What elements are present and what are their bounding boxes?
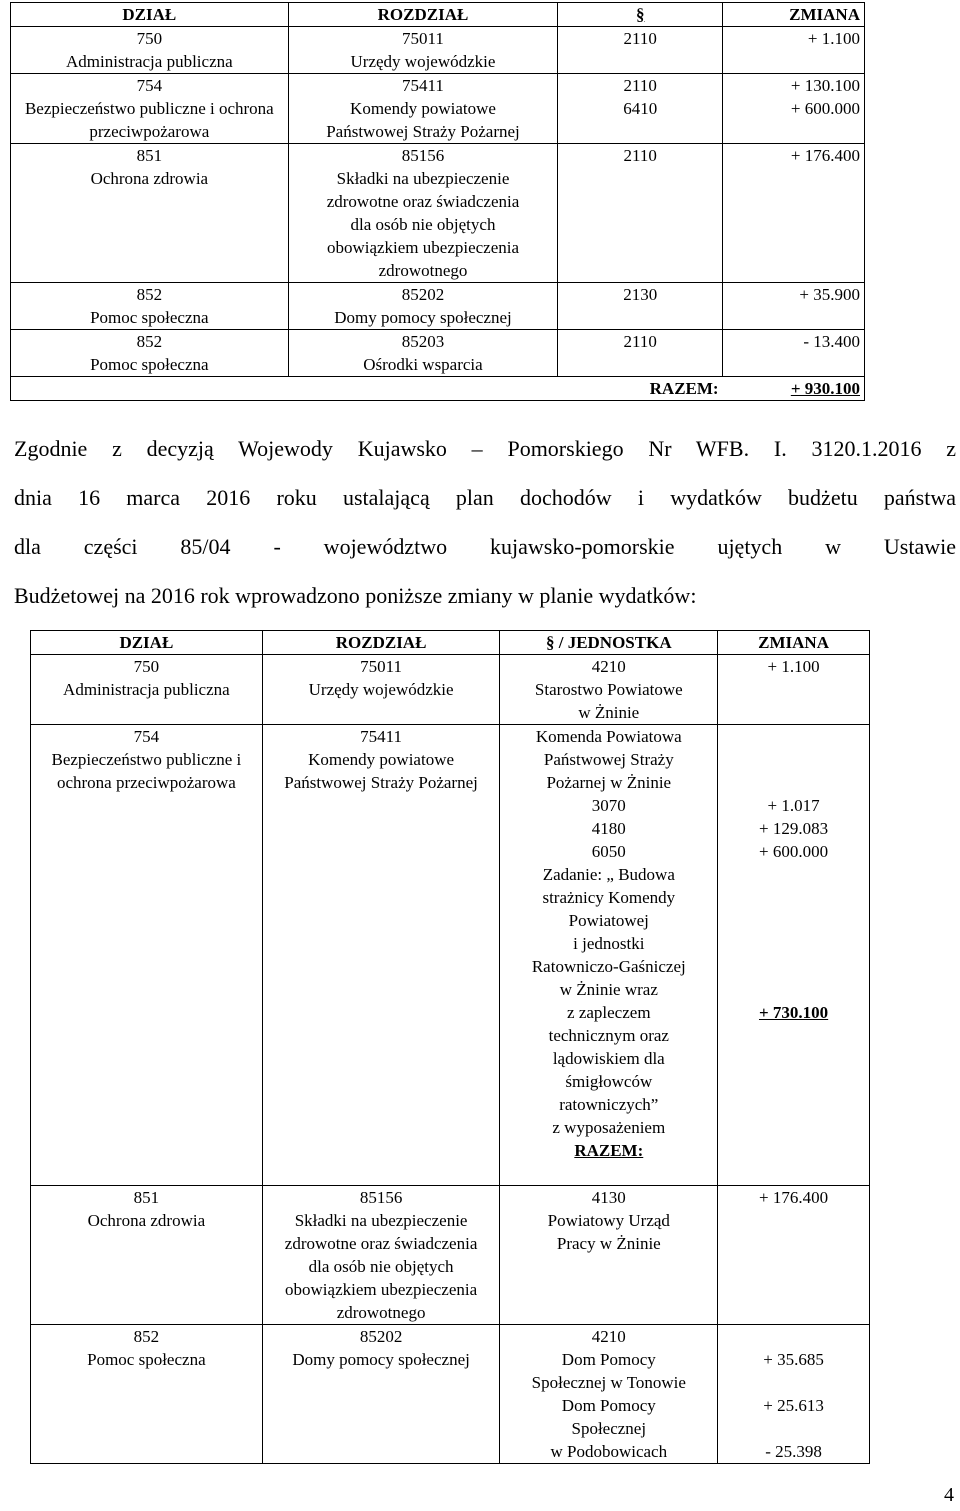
rozdzial-name-cont: dla osób nie objętych: [350, 215, 496, 234]
rozdzial-cell: [262, 655, 500, 725]
paragraph-code: 2110: [623, 332, 657, 351]
rozdzial-code: 85202: [359, 1327, 403, 1346]
dzial-cell: [31, 655, 263, 725]
paragraph-line: dnia 16 marca 2016 roku ustalającą plan dochodów i wydatków budżetu państwa: [14, 485, 956, 510]
zmiana-value: + 1.100: [807, 29, 860, 48]
dzial-name: Ochrona zdrowia: [90, 169, 209, 188]
dzial-name: Bezpieczeństwo publiczne i: [51, 750, 242, 769]
rozdzial-name-cont: obowiązkiem ubezpieczenia: [326, 238, 520, 257]
changes-table-1: [10, 2, 865, 401]
jednostka-line: Powiatowy Urząd: [547, 1211, 670, 1230]
dzial-cell: [31, 1325, 263, 1464]
header-dzial: DZIAŁ: [11, 3, 289, 27]
rozdzial-cell: [262, 1325, 500, 1464]
jednostka-line: 4210: [591, 657, 626, 676]
zmiana-total: + 730.100: [758, 1003, 829, 1022]
table-row: [11, 283, 865, 330]
rozdzial-name: Urzędy wojewódzkie: [350, 52, 496, 71]
rozdzial-name: Domy pomocy społecznej: [334, 308, 512, 327]
rozdzial-cell: [288, 330, 558, 377]
paragraph-cell: [558, 74, 723, 144]
jednostka-line: z zapleczem: [567, 1003, 651, 1022]
zmiana-value: + 1.100: [767, 657, 820, 676]
dzial-code: 754: [136, 76, 163, 95]
rozdzial-name: Komendy powiatowe: [308, 750, 455, 769]
rozdzial-name-cont: zdrowotne oraz świadczenia: [284, 1234, 478, 1253]
rozdzial-cell: [262, 1186, 500, 1325]
dzial-code: 851: [133, 1188, 160, 1207]
razem-label: RAZEM:: [574, 1141, 644, 1160]
rozdzial-name-cont: zdrowotne oraz świadczenia: [326, 192, 520, 211]
jednostka-line: Państwowej Straży: [543, 750, 674, 769]
jednostka-line: Ratowniczo-Gaśniczej: [531, 957, 686, 976]
jednostka-line: Pracy w Żninie: [556, 1234, 661, 1253]
zmiana-value: + 129.083: [759, 819, 829, 838]
jednostka-line: Społecznej w Tonowie: [531, 1373, 686, 1392]
rozdzial-cell: [288, 74, 558, 144]
paragraph-code: 2110: [623, 146, 657, 165]
rozdzial-name: Komendy powiatowe: [350, 99, 496, 118]
dzial-code: 750: [136, 29, 163, 48]
decision-paragraph: [14, 424, 956, 620]
rozdzial-name: Składki na ubezpieczenie: [294, 1211, 468, 1230]
dzial-name-cont: przeciwpożarowa: [89, 122, 210, 141]
rozdzial-code: 85156: [401, 146, 445, 165]
rozdzial-name-cont: zdrowotnego: [378, 261, 468, 280]
rozdzial-code: 75011: [402, 29, 444, 48]
jednostka-line: 3070: [591, 796, 626, 815]
rozdzial-code: 85202: [401, 285, 445, 304]
table-row: [11, 27, 865, 74]
jednostka-line: 6050: [591, 842, 626, 861]
dzial-code: 852: [136, 285, 163, 304]
rozdzial-name-cont: obowiązkiem ubezpieczenia: [285, 1280, 478, 1299]
table-row: [11, 330, 865, 377]
jednostka-line: w Podobowicach: [550, 1442, 668, 1461]
dzial-cell: [11, 144, 289, 283]
rozdzial-name-cont: Państwowej Straży Pożarnej: [326, 122, 520, 141]
dzial-code: 852: [133, 1327, 160, 1346]
zmiana-value: + 35.685: [763, 1350, 824, 1369]
rozdzial-code: 85203: [401, 332, 445, 351]
jednostka-line: Zadanie: „ Budowa: [542, 865, 675, 884]
rozdzial-name: Ośrodki wsparcia: [363, 355, 483, 374]
jednostka-line: Powiatowej: [568, 911, 649, 930]
rozdzial-cell: [288, 144, 558, 283]
rozdzial-name: Domy pomocy społecznej: [292, 1350, 470, 1369]
zmiana-value: - 25.398: [765, 1442, 822, 1461]
zmiana-value: + 1.017: [767, 796, 820, 815]
rozdzial-cell: [288, 283, 558, 330]
table1-total-row: [11, 377, 865, 401]
dzial-cell: [11, 330, 289, 377]
dzial-cell: [11, 74, 289, 144]
zmiana-cell: [718, 1186, 870, 1325]
zmiana-cell: [718, 1325, 870, 1464]
jednostka-cell: [500, 655, 718, 725]
dzial-code: 852: [136, 332, 163, 351]
zmiana-value: + 35.900: [799, 285, 860, 304]
jednostka-line: 4210: [591, 1327, 626, 1346]
rozdzial-name-cont: zdrowotnego: [336, 1303, 426, 1322]
rozdzial-code: 75411: [360, 727, 403, 746]
jednostka-line: śmigłowców: [565, 1072, 653, 1091]
header-rozdzial: ROZDZIAŁ: [262, 631, 500, 655]
zmiana-cell: [723, 330, 865, 377]
jednostka-cell: [500, 1325, 718, 1464]
jednostka-line: w Żninie wraz: [559, 980, 658, 999]
paragraph-code: 2130: [623, 285, 658, 304]
jednostka-line: strażnicy Komendy: [542, 888, 676, 907]
zmiana-value: + 600.000: [790, 99, 860, 118]
paragraph-line: dla części 85/04 - województwo kujawsko-pomorskie ujętych w Ustawie: [14, 534, 956, 559]
header-rozdzial: ROZDZIAŁ: [288, 3, 558, 27]
jednostka-line: Społecznej: [571, 1419, 647, 1438]
jednostka-line: technicznym oraz: [548, 1026, 669, 1045]
dzial-cell: [11, 283, 289, 330]
jednostka-cell: [500, 725, 718, 1186]
zmiana-value: + 25.613: [763, 1396, 824, 1415]
dzial-name: Bezpieczeństwo publiczne i ochrona: [24, 99, 274, 118]
dzial-cell: [11, 27, 289, 74]
rozdzial-cell: [262, 725, 500, 1186]
dzial-cell: [31, 1186, 263, 1325]
rozdzial-cell: [288, 27, 558, 74]
dzial-name: Administracja publiczna: [63, 680, 230, 699]
rozdzial-code: 85156: [359, 1188, 403, 1207]
table-row: [11, 144, 865, 283]
dzial-name: Administracja publiczna: [66, 52, 233, 71]
total-label: RAZEM:: [558, 377, 723, 401]
jednostka-line: lądowiskiem dla: [552, 1049, 665, 1068]
jednostka-line: Dom Pomocy: [561, 1350, 656, 1369]
table-row: [31, 725, 870, 1186]
header-zmiana: ZMIANA: [723, 3, 865, 27]
table-row: [31, 1325, 870, 1464]
zmiana-cell: [718, 725, 870, 1186]
jednostka-line: Dom Pomocy: [561, 1396, 656, 1415]
jednostka-cell: [500, 1186, 718, 1325]
table-row: [11, 74, 865, 144]
zmiana-value: + 176.400: [790, 146, 860, 165]
jednostka-line: z wyposażeniem: [552, 1118, 666, 1137]
dzial-name: Pomoc społeczna: [90, 308, 209, 327]
paragraph-cell: [558, 330, 723, 377]
header-zmiana: ZMIANA: [718, 631, 870, 655]
table1-header-row: [11, 3, 865, 27]
jednostka-line: 4130: [591, 1188, 626, 1207]
dzial-cell: [31, 725, 263, 1186]
jednostka-line: Komenda Powiatowa: [535, 727, 682, 746]
dzial-name: Ochrona zdrowia: [87, 1211, 206, 1230]
paragraph-code: 2110: [623, 76, 657, 95]
rozdzial-code: 75011: [360, 657, 403, 676]
jednostka-line: w Żninie: [578, 703, 640, 722]
table2-header-row: [31, 631, 870, 655]
zmiana-cell: [723, 144, 865, 283]
jednostka-line: ratowniczych”: [559, 1095, 659, 1114]
paragraph-cell: [558, 144, 723, 283]
zmiana-cell: [723, 27, 865, 74]
page-number: 4: [944, 1484, 954, 1506]
header-dzial: DZIAŁ: [31, 631, 263, 655]
dzial-code: 754: [133, 727, 160, 746]
paragraph-code: 6410: [623, 99, 658, 118]
zmiana-cell: [723, 74, 865, 144]
paragraph-line: Budżetowej na 2016 rok wprowadzono poniższe zmiany w planie wydatków:: [14, 583, 697, 608]
jednostka-line: i jednostki: [573, 934, 645, 953]
dzial-name: Pomoc społeczna: [87, 1350, 206, 1369]
rozdzial-code: 75411: [402, 76, 444, 95]
dzial-name: Pomoc społeczna: [90, 355, 209, 374]
paragraph-cell: [558, 27, 723, 74]
rozdzial-name: Składki na ubezpieczenie: [336, 169, 510, 188]
zmiana-value: + 176.400: [759, 1188, 829, 1207]
zmiana-cell: [723, 283, 865, 330]
rozdzial-name-cont: dla osób nie objętych: [308, 1257, 454, 1276]
paragraph-cell: [558, 283, 723, 330]
rozdzial-name: Urzędy wojewódzkie: [308, 680, 454, 699]
dzial-code: 851: [136, 146, 163, 165]
header-paragraph: §: [558, 3, 723, 27]
table-row: [31, 655, 870, 725]
jednostka-line: Starostwo Powiatowe: [534, 680, 683, 699]
dzial-name-cont: ochrona przeciwpożarowa: [56, 773, 236, 792]
total-value: + 930.100: [723, 377, 865, 401]
jednostka-line: Pożarnej w Żninie: [546, 773, 672, 792]
dzial-code: 750: [133, 657, 160, 676]
table-row: [31, 1186, 870, 1325]
zmiana-value: - 13.400: [803, 332, 860, 351]
changes-table-2: [30, 630, 870, 1464]
rozdzial-name-cont: Państwowej Straży Pożarnej: [284, 773, 478, 792]
zmiana-value: + 600.000: [759, 842, 829, 861]
zmiana-value: + 130.100: [790, 76, 860, 95]
paragraph-line: Zgodnie z decyzją Wojewody Kujawsko – Pomorskiego Nr WFB. I. 3120.1.2016 z: [14, 436, 956, 461]
zmiana-cell: [718, 655, 870, 725]
paragraph-code: 2110: [623, 29, 657, 48]
jednostka-line: 4180: [591, 819, 626, 838]
header-jednostka: § / JEDNOSTKA: [500, 631, 718, 655]
